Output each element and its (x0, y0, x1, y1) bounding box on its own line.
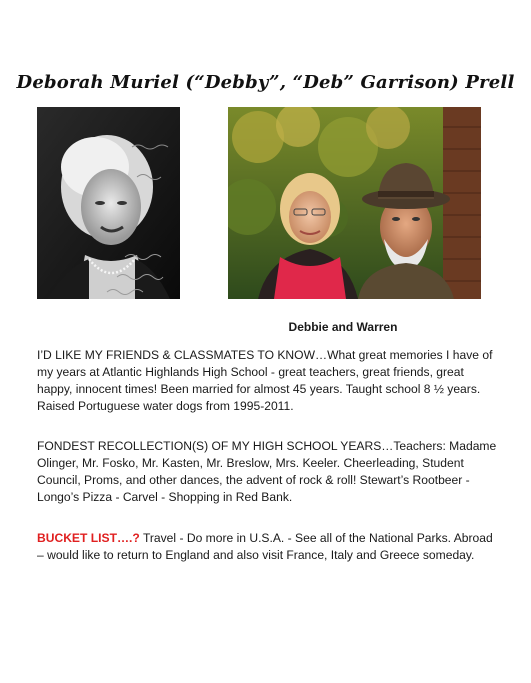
friends-body: What great memories I have of my years at Atlantic Highlands High School - great teachers, great friends, great happy, innocent times! Been married for almost 45 years. Taught school 8 ½ years. Raised Portuguese water dogs from 1995-2011. (37, 348, 493, 413)
yearbook-portrait-image (37, 107, 180, 299)
friends-heading: I’D LIKE MY FRIENDS & CLASSMATES TO KNOW… (37, 348, 328, 362)
bucket-list-heading: BUCKET LIST….? (37, 531, 140, 545)
recollections-heading: FONDEST RECOLLECTION(S) OF MY HIGH SCHOOL YEARS… (37, 439, 394, 453)
page-title: Deborah Muriel (“Debby”, “Deb” Garrison) Prell (16, 72, 515, 93)
bucket-list-body: Travel - Do more in U.S.A. - See all of the National Parks. Abroad – would like to return to England and also visit France, Italy and Greece someday. (37, 531, 493, 562)
bucket-list-section (37, 530, 497, 564)
couple-photo-image (228, 107, 481, 299)
recollections-section (37, 438, 497, 506)
recollections-body: Teachers: Madame Olinger, Mr. Fosko, Mr. Kasten, Mr. Breslow, Mrs. Keeler. Cheerleading, Student Council, Proms, and other dances, the advent of rock & roll! Stewart’s Rootbeer - Longo’s Pizza - Carvel - Shopping in Red Bank. (37, 439, 497, 504)
friends-section (37, 347, 497, 415)
photo-caption: Debbie and Warren (288, 320, 398, 334)
